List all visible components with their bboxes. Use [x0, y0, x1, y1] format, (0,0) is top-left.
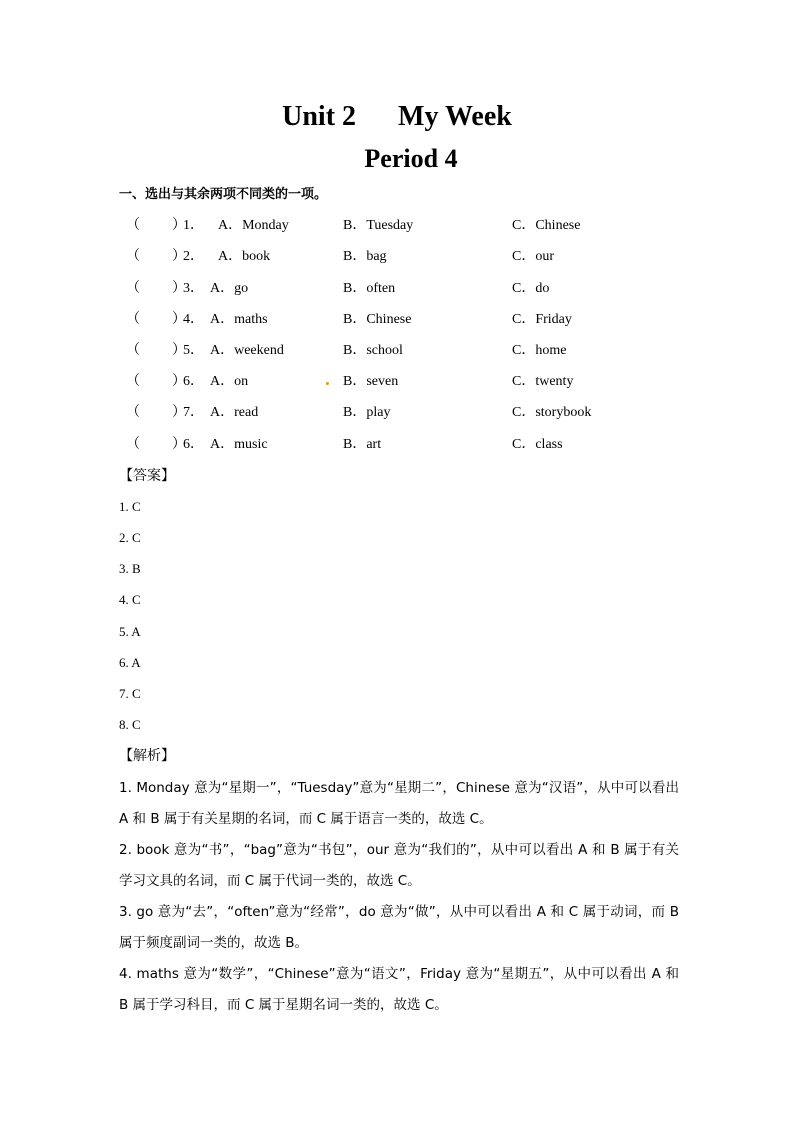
- answer-item: 8. C: [119, 717, 141, 732]
- option-c: C．home: [512, 343, 567, 358]
- option-c: C．Chinese: [512, 218, 581, 233]
- question-number: 6．: [183, 437, 204, 452]
- question-row: [0, 403, 794, 423]
- option-b: B．school: [343, 343, 403, 358]
- answer-paren-open: （: [126, 374, 140, 389]
- question-row: [0, 435, 794, 455]
- answer-paren-open: （: [126, 249, 140, 264]
- answer-paren-close: ）: [172, 281, 186, 296]
- period-title: Period 4: [364, 144, 458, 173]
- answer-paren-close: ）: [172, 218, 186, 233]
- option-c: C．Friday: [512, 312, 572, 327]
- option-b: B．play: [343, 405, 391, 420]
- question-row: [0, 372, 794, 392]
- option-b: B．Tuesday: [343, 218, 414, 233]
- option-b: B．often: [343, 281, 396, 296]
- answer-paren-close: ）: [172, 405, 186, 420]
- answer-paren-close: ）: [172, 343, 186, 358]
- unit-title: Unit 2 My Week: [282, 101, 512, 132]
- answer-item: 7. C: [119, 686, 141, 701]
- question-row: [0, 247, 794, 267]
- answer-paren-open: （: [126, 405, 140, 420]
- question-number: 6．: [183, 374, 204, 389]
- option-a: A．music: [210, 437, 268, 452]
- answer-item: 1. C: [119, 499, 141, 514]
- question-row: [0, 310, 794, 330]
- question-row: [0, 341, 794, 361]
- answer-item: 4. C: [119, 592, 141, 607]
- question-number: 4．: [183, 312, 204, 327]
- question-row: [0, 216, 794, 236]
- option-a: A．on: [210, 374, 249, 389]
- question-row: [0, 279, 794, 299]
- answer-item: 6. A: [119, 655, 141, 670]
- option-a: A．book: [218, 249, 271, 264]
- answer-item: 3. B: [119, 561, 141, 576]
- answer-paren-open: （: [126, 218, 140, 233]
- question-number: 1．: [183, 218, 204, 233]
- option-a: A．weekend: [210, 343, 284, 358]
- question-number: 2．: [183, 249, 204, 264]
- answer-paren-close: ）: [172, 374, 186, 389]
- answer-paren-open: （: [126, 312, 140, 327]
- option-a: A．go: [210, 281, 249, 296]
- answers-heading: 【答案】: [119, 468, 175, 484]
- analysis-paragraph: 2. book 意为“书”，“bag”意为“书包”，our 意为“我们的”，从中可以看出 A 和 B 属于有关学习文具的名词，而 C 属于代词一类的，故选 C。: [119, 842, 679, 889]
- question-number: 7．: [183, 405, 204, 420]
- option-a: A．maths: [210, 312, 268, 327]
- answer-paren-close: ）: [172, 249, 186, 264]
- analysis-paragraph: 4. maths 意为“数学”，“Chinese”意为“语文”，Friday 意为“星期五”，从中可以看出 A 和 B 属于学习科目，而 C 属于星期名词一类的，故选 C。: [119, 966, 679, 1013]
- analysis-paragraph: 3. go 意为“去”，“often”意为“经常”，do 意为“做”，从中可以看出 A 和 C 属于动词，而 B 属于频度副词一类的，故选 B。: [119, 904, 679, 951]
- answer-paren-open: （: [126, 437, 140, 452]
- answer-paren-open: （: [126, 281, 140, 296]
- answer-paren-open: （: [126, 343, 140, 358]
- answer-paren-close: ）: [172, 437, 186, 452]
- option-c: C．do: [512, 281, 550, 296]
- option-b: B．art: [343, 437, 382, 452]
- question-number: 3．: [183, 281, 204, 296]
- option-b: B．seven: [343, 374, 399, 389]
- option-a: A．Monday: [218, 218, 289, 233]
- option-c: C．twenty: [512, 374, 574, 389]
- answer-item: 2. C: [119, 530, 141, 545]
- option-a: A．read: [210, 405, 259, 420]
- option-c: C．storybook: [512, 405, 592, 420]
- analysis-heading: 【解析】: [119, 748, 175, 764]
- answer-paren-close: ）: [172, 312, 186, 327]
- option-b: B．Chinese: [343, 312, 412, 327]
- option-c: C．our: [512, 249, 554, 264]
- option-c: C．class: [512, 437, 563, 452]
- question-number: 5．: [183, 343, 204, 358]
- option-b: B．bag: [343, 249, 387, 264]
- section-heading: 一、选出与其余两项不同类的一项。: [119, 187, 328, 202]
- answer-item: 5. A: [119, 624, 141, 639]
- analysis-paragraph: 1. Monday 意为“星期一”，“Tuesday”意为“星期二”，Chinese 意为“汉语”，从中可以看出 A 和 B 属于有关星期的名词，而 C 属于语言一类的，故选 C。: [119, 780, 679, 827]
- stray-dot-mark: [326, 382, 329, 385]
